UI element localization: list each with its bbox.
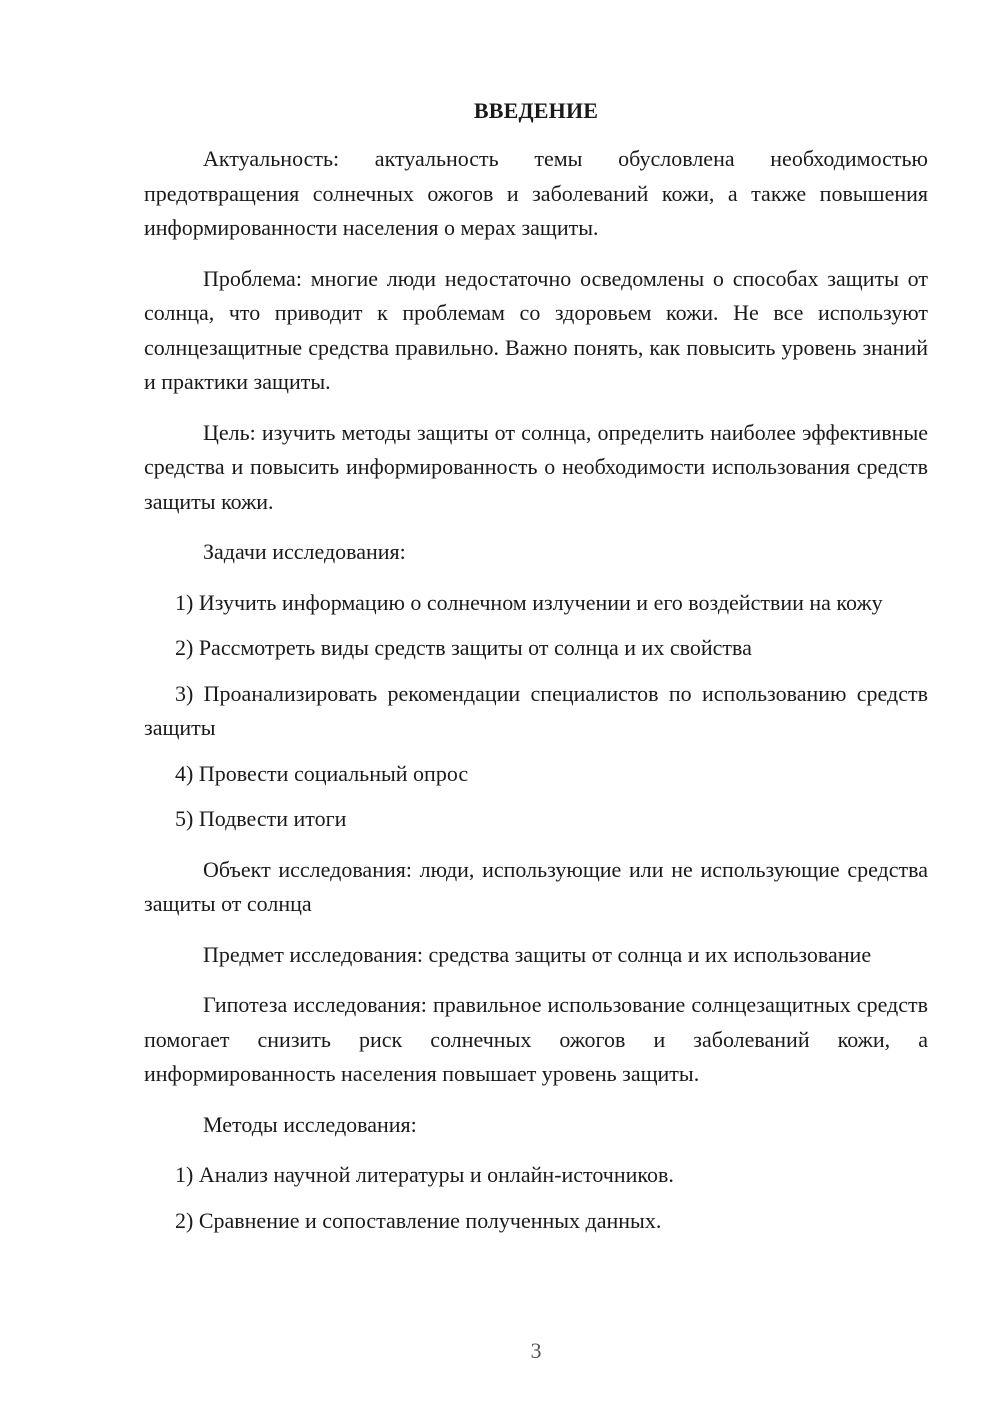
list-item-method-1: 1) Анализ научной литературы и онлайн-источников.: [175, 1162, 674, 1187]
list-item-method-2: 2) Сравнение и сопоставление полученных данных.: [175, 1207, 662, 1233]
paragraph-relevance: Актуальность: актуальность темы обусловлена необходимостью предотвращения солнечных ожогов и заболеваний кожи, а также повышения информированности населения о мерах защиты.: [144, 146, 928, 240]
paragraph-problem: Проблема: многие люди недостаточно осведомлены о способах защиты от солнца, что приводит к проблемам со здоровьем кожи. Не все используют солнцезащитные средства правильно. Важно понять, как повысить уровень знаний и практики защиты.: [144, 265, 928, 394]
page-content: [144, 96, 928, 1249]
paragraph-methods-heading: Методы исследования:: [203, 1111, 417, 1137]
page-number: 3: [530, 1338, 542, 1363]
list-item-task-2: 2) Рассмотреть виды средств защиты от солнца и их свойства: [175, 635, 752, 660]
paragraph-tasks-heading: Задачи исследования:: [203, 539, 406, 564]
paragraph-hypothesis: Гипотеза исследования: правильное использование солнцезащитных средств помогает снизить риск солнечных ожогов и заболеваний кожи, а информированность населения повышает уровень защиты.: [144, 992, 928, 1086]
page-title: ВВЕДЕНИЕ: [473, 98, 599, 123]
list-item-task-1: 1) Изучить информацию о солнечном излучении и его воздействии на кожу: [175, 589, 883, 615]
paragraph-goal: Цель: изучить методы защиты от солнца, определить наиболее эффективные средства и повысить информированность о необходимости использования средств защиты кожи.: [144, 419, 928, 514]
paragraph-object: Объект исследования: люди, использующие или не использующие средства защиты от солнца: [144, 856, 928, 916]
list-item-task-3: 3) Проанализировать рекомендации специалистов по использованию средств защиты: [144, 680, 928, 740]
list-item-task-4: 4) Провести социальный опрос: [175, 760, 469, 786]
paragraph-subject: Предмет исследования: средства защиты от солнца и их использование: [203, 941, 872, 967]
list-item-task-5: 5) Подвести итоги: [175, 806, 347, 831]
